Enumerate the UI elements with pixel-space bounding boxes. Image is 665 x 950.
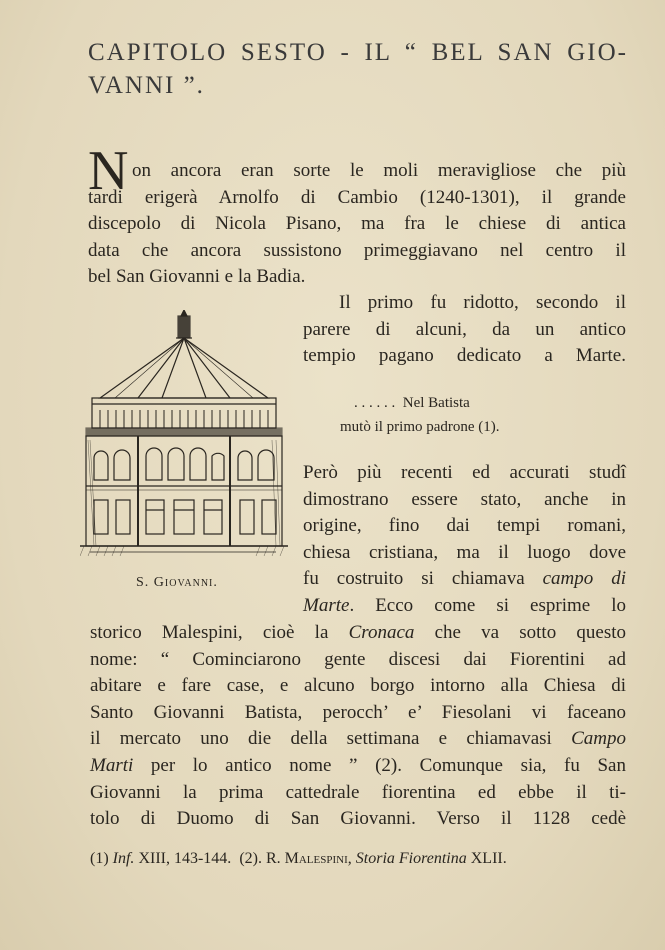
chapter-heading: [88, 36, 628, 102]
p3-line-2: dimostrano essere stato, anche in: [303, 488, 626, 510]
p3-line-5: [303, 566, 626, 593]
quote-line-1: . . . . . . Nel Batista: [354, 395, 470, 411]
p3-line-7-italic: Cronaca: [348, 622, 415, 643]
p1-line-1: on ancora eran sorte le moli meravigliose che più: [132, 160, 626, 181]
p3-line-11-text: il mercato uno die della settimana e chiamavasi: [90, 728, 572, 750]
quote-line-2: mutò il primo padrone (1).: [340, 419, 500, 435]
paragraph-3-column: [303, 460, 626, 620]
baptistery-illustration: [80, 310, 290, 570]
footnotes: [90, 850, 630, 868]
illustration-caption: S. Giovanni.: [136, 575, 218, 590]
p3-line-12: [90, 753, 626, 780]
p2-line-2: parere di alcuni, da un antico: [303, 318, 626, 340]
paragraph-3-full: [90, 620, 626, 833]
footnote-2-ref: XLII.: [466, 850, 507, 867]
p3-line-3: origine, fino dai tempi romani,: [303, 515, 626, 537]
p2-line-3: tempio pagano dedicato a Marte.: [303, 345, 626, 367]
p3-line-4: chiesa cristiana, ma il luogo dove: [303, 541, 626, 563]
p1-line-3: discepolo di Nicola Pisano, ma fra le chiese di antica: [88, 213, 626, 235]
p3-line-13: Giovanni la prima cattedrale fiorentina ed ebbe il ti-: [90, 781, 626, 803]
footnote-1-work: Inf.: [112, 850, 135, 867]
p1-line-2: tardi erigerà Arnolfo di Cambio (1240-1301), il grande: [88, 186, 626, 208]
p3-line-5-text: fu costruito si chiamava: [303, 568, 543, 590]
footnote-1-ref: XIII, 143-144.: [134, 850, 232, 867]
p3-line-6: [303, 593, 626, 620]
p3-line-6-italic: Marte: [303, 594, 350, 616]
footnote-2-num: (2).: [239, 850, 266, 867]
p3-line-8: nome: “ Cominciarono gente discesi dai Fiorentini ad: [90, 648, 626, 670]
footnote-1-num: (1): [90, 850, 113, 867]
p3-line-12-italic: Marti: [90, 754, 134, 776]
p3-line-10: Santo Giovanni Batista, perocch’ e’ Fiesolani vi faceano: [90, 701, 626, 723]
heading-line-1: CAPITOLO SESTO - IL “ BEL SAN GIO-: [88, 39, 628, 66]
p1-line-5: bel San Giovanni e la Badia.: [88, 266, 306, 288]
p3-line-7: [90, 620, 626, 647]
paragraph-2: [303, 290, 626, 370]
p3-line-9: abitare e fare case, e alcuno borgo intorno alla Chiesa di: [90, 675, 626, 697]
paragraph-1: [88, 158, 626, 291]
p3-line-12-text: per lo antico nome ” (2). Comunque sia, fu San: [133, 754, 626, 776]
p2-line-1: Il primo fu ridotto, secondo il: [339, 292, 626, 313]
p3-line-6-text: . Ecco come si esprime lo: [349, 594, 626, 616]
p3-line-7-rest: che va sotto questo: [414, 622, 626, 643]
p3-line-14: tolo di Duomo di San Giovanni. Verso il 1128 cedè: [90, 808, 626, 830]
p3-line-11: [90, 726, 626, 753]
footnote-2-author: R. Malespini,: [265, 850, 352, 867]
p3-line-11-italic: Campo: [571, 728, 626, 750]
heading-line-2: VANNI ”.: [88, 72, 205, 99]
p3-line-5-italic: campo di: [542, 568, 626, 590]
drop-cap: N: [88, 140, 129, 202]
footnote-2-title: Storia Fiorentina: [355, 850, 467, 867]
verse-quote: [340, 391, 590, 439]
p1-line-4: data che ancora sussistono primeggiavano nel centro il: [88, 239, 626, 261]
p3-line-7-text: storico Malespini, cioè la: [90, 622, 349, 643]
p3-line-1: Però più recenti ed accurati studî: [303, 462, 626, 483]
